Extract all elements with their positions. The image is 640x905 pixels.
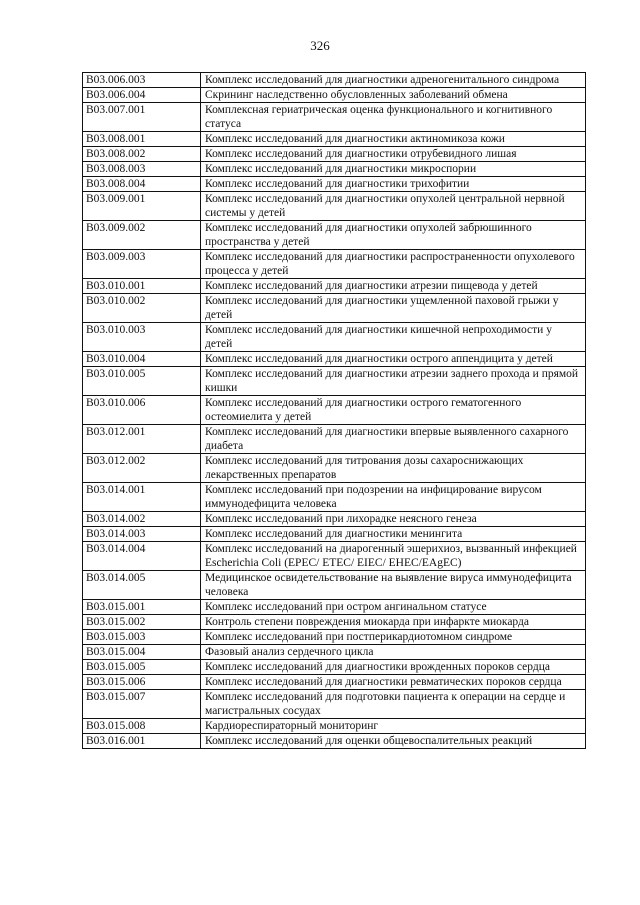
service-code: B03.006.003: [83, 73, 201, 88]
service-description: Комплекс исследований для диагностики трихофитии: [201, 177, 586, 192]
service-code: B03.015.006: [83, 675, 201, 690]
table-row: [83, 512, 586, 527]
table-row: [83, 73, 586, 88]
service-code: B03.014.005: [83, 571, 201, 600]
table-row: [83, 675, 586, 690]
service-code: B03.015.004: [83, 645, 201, 660]
table-row: [83, 571, 586, 600]
service-code: B03.014.001: [83, 483, 201, 512]
service-description: Комплекс исследований для оценки общевоспалительных реакций: [201, 734, 586, 749]
service-codes-table: [82, 72, 586, 749]
service-description: Комплекс исследований при постперикардиотомном синдроме: [201, 630, 586, 645]
table-row: [83, 483, 586, 512]
table-row: [83, 396, 586, 425]
table-row: [83, 88, 586, 103]
service-code: B03.015.002: [83, 615, 201, 630]
service-description: Комплекс исследований при остром ангинальном статусе: [201, 600, 586, 615]
service-description: Контроль степени повреждения миокарда при инфаркте миокарда: [201, 615, 586, 630]
table-row: [83, 690, 586, 719]
service-code: B03.010.004: [83, 352, 201, 367]
service-description: Комплекс исследований для диагностики отрубевидного лишая: [201, 147, 586, 162]
service-code: B03.009.003: [83, 250, 201, 279]
service-code: B03.007.001: [83, 103, 201, 132]
service-code: B03.014.003: [83, 527, 201, 542]
service-code: B03.016.001: [83, 734, 201, 749]
service-description: Комплекс исследований на диарогенный эшерихиоз, вызванный инфекцией Escherichia Coli (EPEC/ ETEC/ EIEC/ EHEC/EAgEC): [201, 542, 586, 571]
service-code: B03.015.005: [83, 660, 201, 675]
table-row: [83, 600, 586, 615]
table-row: [83, 147, 586, 162]
service-code: B03.010.003: [83, 323, 201, 352]
service-description: Комплекс исследований для подготовки пациента к операции на сердце и магистральных сосудах: [201, 690, 586, 719]
service-code: B03.008.002: [83, 147, 201, 162]
service-description: Комплекс исследований для диагностики атрезии пищевода у детей: [201, 279, 586, 294]
service-code: B03.008.003: [83, 162, 201, 177]
service-description: Кардиореспираторный мониторинг: [201, 719, 586, 734]
service-description: Комплекс исследований для диагностики актиномикоза кожи: [201, 132, 586, 147]
table-row: [83, 367, 586, 396]
service-description: Фазовый анализ сердечного цикла: [201, 645, 586, 660]
service-code: B03.015.008: [83, 719, 201, 734]
service-description: Комплекс исследований для диагностики ущемленной паховой грыжи у детей: [201, 294, 586, 323]
table-row: [83, 279, 586, 294]
service-code: B03.012.002: [83, 454, 201, 483]
service-description: Комплекс исследований для диагностики ревматических пороков сердца: [201, 675, 586, 690]
table-row: [83, 103, 586, 132]
service-code: B03.009.001: [83, 192, 201, 221]
service-description: Комплексная гериатрическая оценка функционального и когнитивного статуса: [201, 103, 586, 132]
table-row: [83, 294, 586, 323]
table-row: [83, 615, 586, 630]
service-description: Скрининг наследственно обусловленных заболеваний обмена: [201, 88, 586, 103]
table-row: [83, 645, 586, 660]
table-row: [83, 425, 586, 454]
service-description: Комплекс исследований для диагностики адреногенитального синдрома: [201, 73, 586, 88]
service-description: Комплекс исследований для диагностики опухолей забрюшинного пространства у детей: [201, 221, 586, 250]
service-description: Комплекс исследований для диагностики врожденных пороков сердца: [201, 660, 586, 675]
table-row: [83, 454, 586, 483]
service-code: B03.015.001: [83, 600, 201, 615]
table-row: [83, 719, 586, 734]
table-row: [83, 734, 586, 749]
service-description: Медицинское освидетельствование на выявление вируса иммунодефицита человека: [201, 571, 586, 600]
service-description: Комплекс исследований для титрования дозы сахароснижающих лекарственных препаратов: [201, 454, 586, 483]
service-description: Комплекс исследований для диагностики острого гематогенного остеомиелита у детей: [201, 396, 586, 425]
service-description: Комплекс исследований при подозрении на инфицирование вирусом иммунодефицита человека: [201, 483, 586, 512]
service-description: Комплекс исследований для диагностики распространенности опухолевого процесса у детей: [201, 250, 586, 279]
service-code: B03.010.005: [83, 367, 201, 396]
service-description: Комплекс исследований при лихорадке неясного генеза: [201, 512, 586, 527]
service-description: Комплекс исследований для диагностики острого аппендицита у детей: [201, 352, 586, 367]
service-code: B03.006.004: [83, 88, 201, 103]
table-row: [83, 250, 586, 279]
service-description: Комплекс исследований для диагностики атрезии заднего прохода и прямой кишки: [201, 367, 586, 396]
table-row: [83, 323, 586, 352]
service-code: B03.008.004: [83, 177, 201, 192]
service-description: Комплекс исследований для диагностики менингита: [201, 527, 586, 542]
table-row: [83, 352, 586, 367]
service-code: B03.010.001: [83, 279, 201, 294]
service-code: B03.014.002: [83, 512, 201, 527]
service-code: B03.015.003: [83, 630, 201, 645]
service-code: B03.010.006: [83, 396, 201, 425]
service-code: B03.010.002: [83, 294, 201, 323]
service-code: B03.008.001: [83, 132, 201, 147]
service-description: Комплекс исследований для диагностики кишечной непроходимости у детей: [201, 323, 586, 352]
page-number: 326: [310, 38, 330, 53]
table-row: [83, 630, 586, 645]
table-row: [83, 221, 586, 250]
table-row: [83, 162, 586, 177]
table-row: [83, 660, 586, 675]
service-code: B03.009.002: [83, 221, 201, 250]
table-row: [83, 527, 586, 542]
service-code: B03.012.001: [83, 425, 201, 454]
table-row: [83, 542, 586, 571]
service-description: Комплекс исследований для диагностики опухолей центральной нервной системы у детей: [201, 192, 586, 221]
service-description: Комплекс исследований для диагностики впервые выявленного сахарного диабета: [201, 425, 586, 454]
table-row: [83, 177, 586, 192]
service-code: B03.014.004: [83, 542, 201, 571]
table-row: [83, 132, 586, 147]
table-row: [83, 192, 586, 221]
service-code: B03.015.007: [83, 690, 201, 719]
service-description: Комплекс исследований для диагностики микроспории: [201, 162, 586, 177]
